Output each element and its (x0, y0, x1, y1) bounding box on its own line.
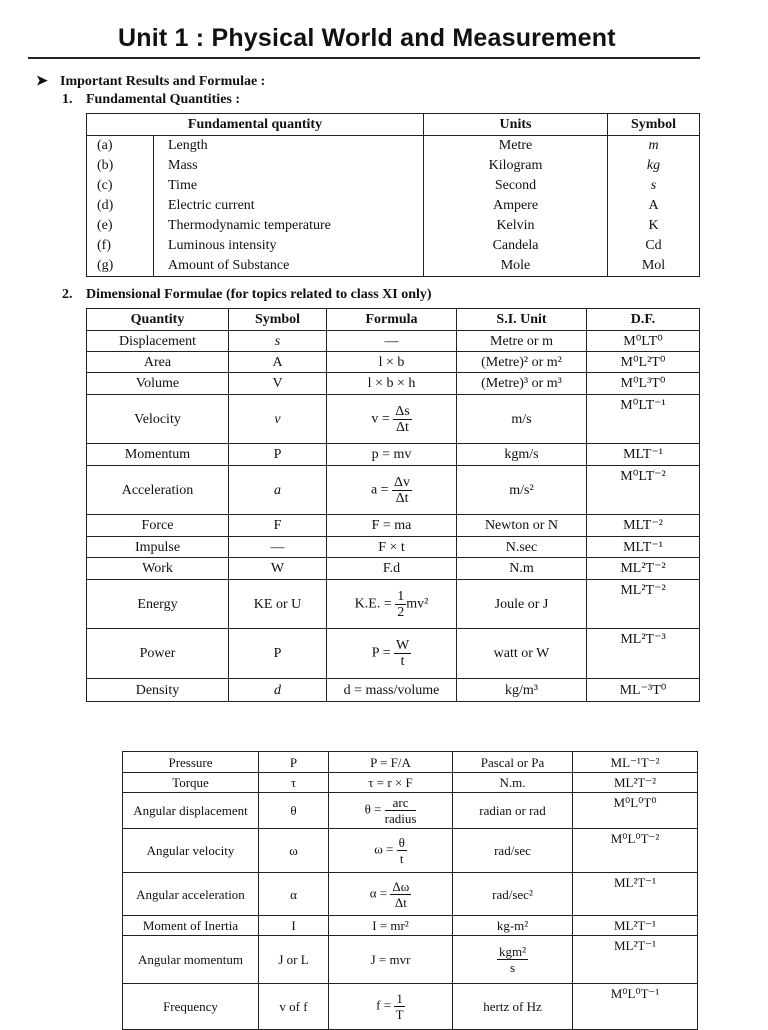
fraction-numerator: Δs (395, 403, 410, 419)
unit-cell: kgm/s (457, 444, 587, 466)
fraction-numerator: W (395, 638, 410, 653)
arrow-bullet-icon: ➤ (36, 74, 48, 89)
quantity-cell: Pressure (123, 752, 259, 773)
table-row (87, 136, 700, 157)
row-label: (c) (87, 176, 154, 196)
page-title: Unit 1 : Physical World and Measurement (118, 24, 616, 52)
symbol-cell: A (229, 352, 327, 373)
formula-cell (329, 793, 453, 829)
row-label: (e) (87, 216, 154, 236)
table-row (123, 752, 698, 773)
unit-cell: m/s² (457, 466, 587, 515)
dimensional-formulae-table (86, 308, 700, 702)
symbol-cell: F (229, 515, 327, 537)
table-row (87, 580, 700, 629)
formula-cell: l × b (327, 352, 457, 373)
formula-cell (329, 873, 453, 916)
dimensional-formula-cell: M⁰L⁰T⁻² (573, 829, 698, 873)
unit-cell: Kilogram (424, 156, 608, 176)
quantity-cell: Acceleration (87, 466, 229, 515)
dimensional-formula-cell: M⁰L²T⁰ (587, 352, 700, 373)
symbol-cell: s (608, 176, 700, 196)
dimensional-formula-cell: ML²T⁻² (587, 580, 700, 629)
table-row (87, 373, 700, 395)
dimensional-formula-cell: M⁰L⁰T⁻¹ (573, 984, 698, 1030)
table-row (123, 793, 698, 829)
dimensional-formula-cell: M⁰LT⁻¹ (587, 395, 700, 444)
column-header: D.F. (587, 309, 700, 331)
formula-rhs: mv² (406, 596, 429, 612)
unit-cell: radian or rad (453, 793, 573, 829)
row-label: (b) (87, 156, 154, 176)
fraction (385, 795, 417, 826)
formula-lhs: K.E. = (354, 596, 392, 612)
quantity-cell: Electric current (154, 196, 424, 216)
formula-lhs: f = (376, 997, 392, 1013)
symbol-cell: K (608, 216, 700, 236)
formula-cell: J = mvr (329, 936, 453, 984)
table-row (87, 216, 700, 236)
quantity-cell: Angular displacement (123, 793, 259, 829)
dimensional-formula-cell: ML²T⁻¹ (573, 873, 698, 916)
quantity-cell: Work (87, 558, 229, 580)
unit-cell: N.m (457, 558, 587, 580)
fraction-numerator: 1 (397, 588, 405, 604)
dimensional-formula-cell: M⁰L⁰T⁰ (573, 793, 698, 829)
fraction-denominator: Δt (395, 490, 409, 506)
fraction (395, 589, 406, 620)
quantity-cell: Impulse (87, 537, 229, 558)
fraction (393, 404, 411, 435)
table-row (123, 984, 698, 1030)
symbol-cell: kg (608, 156, 700, 176)
formula-cell: — (327, 331, 457, 352)
row-label: (g) (87, 256, 154, 277)
formula-lhs: ω = (374, 841, 394, 857)
quantity-cell: Force (87, 515, 229, 537)
table-row (87, 466, 700, 515)
quantity-cell: Torque (123, 773, 259, 793)
dimensional-formula-cell: M⁰LT⁻² (587, 466, 700, 515)
table-row (123, 916, 698, 936)
table-row (87, 515, 700, 537)
dimensional-formula-cell: ML²T⁻³ (587, 629, 700, 679)
table-row (87, 629, 700, 679)
symbol-cell: Mol (608, 256, 700, 277)
formula-cell (327, 629, 457, 679)
fraction-numerator: kgm² (498, 944, 526, 959)
quantity-cell: Angular momentum (123, 936, 259, 984)
fraction (497, 944, 528, 975)
column-header: S.I. Unit (457, 309, 587, 331)
formula-cell (329, 984, 453, 1030)
symbol-cell: I (259, 916, 329, 936)
quantity-cell: Area (87, 352, 229, 373)
formula-cell: F = ma (327, 515, 457, 537)
table-row (87, 558, 700, 580)
table-row (87, 352, 700, 373)
section2-heading: 2. Dimensional Formulae (for topics related to class XI only) (62, 287, 432, 302)
fraction-denominator: radius (384, 811, 417, 826)
symbol-cell: V (229, 373, 327, 395)
symbol-cell: P (229, 629, 327, 679)
quantity-cell: Angular velocity (123, 829, 259, 873)
table-row (87, 395, 700, 444)
table-row (123, 829, 698, 873)
unit-cell: kg/m³ (457, 679, 587, 702)
title-underline (28, 57, 700, 59)
unit-cell: N.m. (453, 773, 573, 793)
formula-cell (327, 395, 457, 444)
dimensional-formula-cell: MLT⁻² (587, 515, 700, 537)
results-heading: ➤ Important Results and Formulae : (36, 74, 266, 89)
symbol-cell: — (229, 537, 327, 558)
symbol-cell: m (608, 136, 700, 157)
table-row (87, 331, 700, 352)
unit-cell: Mole (424, 256, 608, 277)
formula-lhs: α = (369, 884, 388, 900)
symbol-cell: s (229, 331, 327, 352)
symbol-cell: τ (259, 773, 329, 793)
formula-cell: F × t (327, 537, 457, 558)
unit-cell: m/s (457, 395, 587, 444)
quantity-cell: Power (87, 629, 229, 679)
quantity-cell: Density (87, 679, 229, 702)
unit-cell: Second (424, 176, 608, 196)
column-header: Symbol (608, 114, 700, 136)
table-row (123, 773, 698, 793)
symbol-cell: W (229, 558, 327, 580)
unit-cell (453, 936, 573, 984)
column-header: Symbol (229, 309, 327, 331)
symbol-cell: Cd (608, 236, 700, 256)
table-row (87, 176, 700, 196)
formula-cell (329, 829, 453, 873)
row-label: (f) (87, 236, 154, 256)
table-row (87, 156, 700, 176)
unit-cell: kg-m² (453, 916, 573, 936)
unit-cell: Ampere (424, 196, 608, 216)
column-header: Units (424, 114, 608, 136)
rotational-formulae-table (122, 751, 698, 1030)
unit-cell: Pascal or Pa (453, 752, 573, 773)
unit-cell: (Metre)² or m² (457, 352, 587, 373)
unit-cell: N.sec (457, 537, 587, 558)
table-row (87, 256, 700, 277)
fraction (390, 879, 411, 910)
dimensional-formula-cell: MLT⁻¹ (587, 444, 700, 466)
unit-cell: rad/sec² (453, 873, 573, 916)
dimensional-formula-cell: M⁰L³T⁰ (587, 373, 700, 395)
formula-cell (327, 466, 457, 515)
quantity-cell: Frequency (123, 984, 259, 1030)
row-label: (a) (87, 136, 154, 157)
fraction (397, 835, 407, 866)
formula-lhs: θ = (364, 801, 382, 817)
formula-cell (327, 580, 457, 629)
dimensional-formula-cell: ML⁻³T⁰ (587, 679, 700, 702)
fraction (394, 991, 405, 1022)
formula-cell: F.d (327, 558, 457, 580)
table-row (123, 873, 698, 916)
dimensional-formula-cell: ML²T⁻¹ (573, 936, 698, 984)
fraction (394, 638, 411, 669)
symbol-cell: J or L (259, 936, 329, 984)
formula-lhs: P = (371, 645, 391, 661)
unit-cell: rad/sec (453, 829, 573, 873)
unit-cell: Metre (424, 136, 608, 157)
formula-lhs: a = (370, 482, 389, 498)
quantity-cell: Volume (87, 373, 229, 395)
fraction (392, 475, 412, 506)
quantity-cell: Thermodynamic temperature (154, 216, 424, 236)
row-label: (d) (87, 196, 154, 216)
dimensional-formula-cell: ML⁻¹T⁻² (573, 752, 698, 773)
formula-cell: d = mass/volume (327, 679, 457, 702)
symbol-cell: P (259, 752, 329, 773)
fundamental-quantities-table (86, 113, 700, 277)
fraction-numerator: θ (398, 835, 405, 850)
unit-cell: Kelvin (424, 216, 608, 236)
symbol-cell: A (608, 196, 700, 216)
quantity-cell: Moment of Inertia (123, 916, 259, 936)
fraction-numerator: Δω (392, 878, 410, 894)
table-row (87, 537, 700, 558)
quantity-cell: Momentum (87, 444, 229, 466)
symbol-cell: α (259, 873, 329, 916)
fraction-denominator: t (399, 851, 404, 866)
table-row (87, 236, 700, 256)
table-row (87, 196, 700, 216)
unit-cell: hertz of Hz (453, 984, 573, 1030)
fraction-numerator: 1 (396, 991, 403, 1006)
unit-cell: Joule or J (457, 580, 587, 629)
quantity-cell: Length (154, 136, 424, 157)
dimensional-formula-cell: MLT⁻¹ (587, 537, 700, 558)
fraction-denominator: Δt (394, 894, 407, 910)
formula-cell: I = mr² (329, 916, 453, 936)
column-header: Fundamental quantity (87, 114, 424, 136)
formula-cell: P = F/A (329, 752, 453, 773)
symbol-cell: P (229, 444, 327, 466)
fraction-denominator: t (400, 654, 405, 669)
dimensional-formula-cell: M⁰LT⁰ (587, 331, 700, 352)
fraction-numerator: Δv (394, 474, 411, 490)
unit-cell: Candela (424, 236, 608, 256)
symbol-cell: a (229, 466, 327, 515)
dimensional-formula-cell: ML²T⁻² (587, 558, 700, 580)
formula-cell: p = mv (327, 444, 457, 466)
fraction-numerator: arc (385, 795, 417, 811)
quantity-cell: Mass (154, 156, 424, 176)
unit-cell: Metre or m (457, 331, 587, 352)
formula-cell: τ = r × F (329, 773, 453, 793)
quantity-cell: Velocity (87, 395, 229, 444)
quantity-cell: Luminous intensity (154, 236, 424, 256)
fraction-denominator: T (395, 1007, 404, 1022)
column-header: Quantity (87, 309, 229, 331)
unit-cell: Newton or N (457, 515, 587, 537)
dimensional-formula-cell: ML²T⁻² (573, 773, 698, 793)
symbol-cell: v (229, 395, 327, 444)
table-row (87, 679, 700, 702)
quantity-cell: Time (154, 176, 424, 196)
symbol-cell: v of f (259, 984, 329, 1030)
dimensional-formula-cell: ML²T⁻¹ (573, 916, 698, 936)
fraction-denominator: 2 (397, 604, 405, 620)
column-header: Formula (327, 309, 457, 331)
symbol-cell: KE or U (229, 580, 327, 629)
table-row (87, 444, 700, 466)
quantity-cell: Amount of Substance (154, 256, 424, 277)
formula-cell: l × b × h (327, 373, 457, 395)
symbol-cell: ω (259, 829, 329, 873)
unit-cell: watt or W (457, 629, 587, 679)
symbol-cell: θ (259, 793, 329, 829)
fraction-denominator: Δt (395, 419, 409, 435)
quantity-cell: Displacement (87, 331, 229, 352)
formula-lhs: v = (371, 411, 390, 427)
table-row (123, 936, 698, 984)
symbol-cell: d (229, 679, 327, 702)
unit-cell: (Metre)³ or m³ (457, 373, 587, 395)
section1-heading: 1. Fundamental Quantities : (62, 92, 241, 107)
fraction-denominator: s (509, 960, 516, 975)
quantity-cell: Energy (87, 580, 229, 629)
quantity-cell: Angular acceleration (123, 873, 259, 916)
